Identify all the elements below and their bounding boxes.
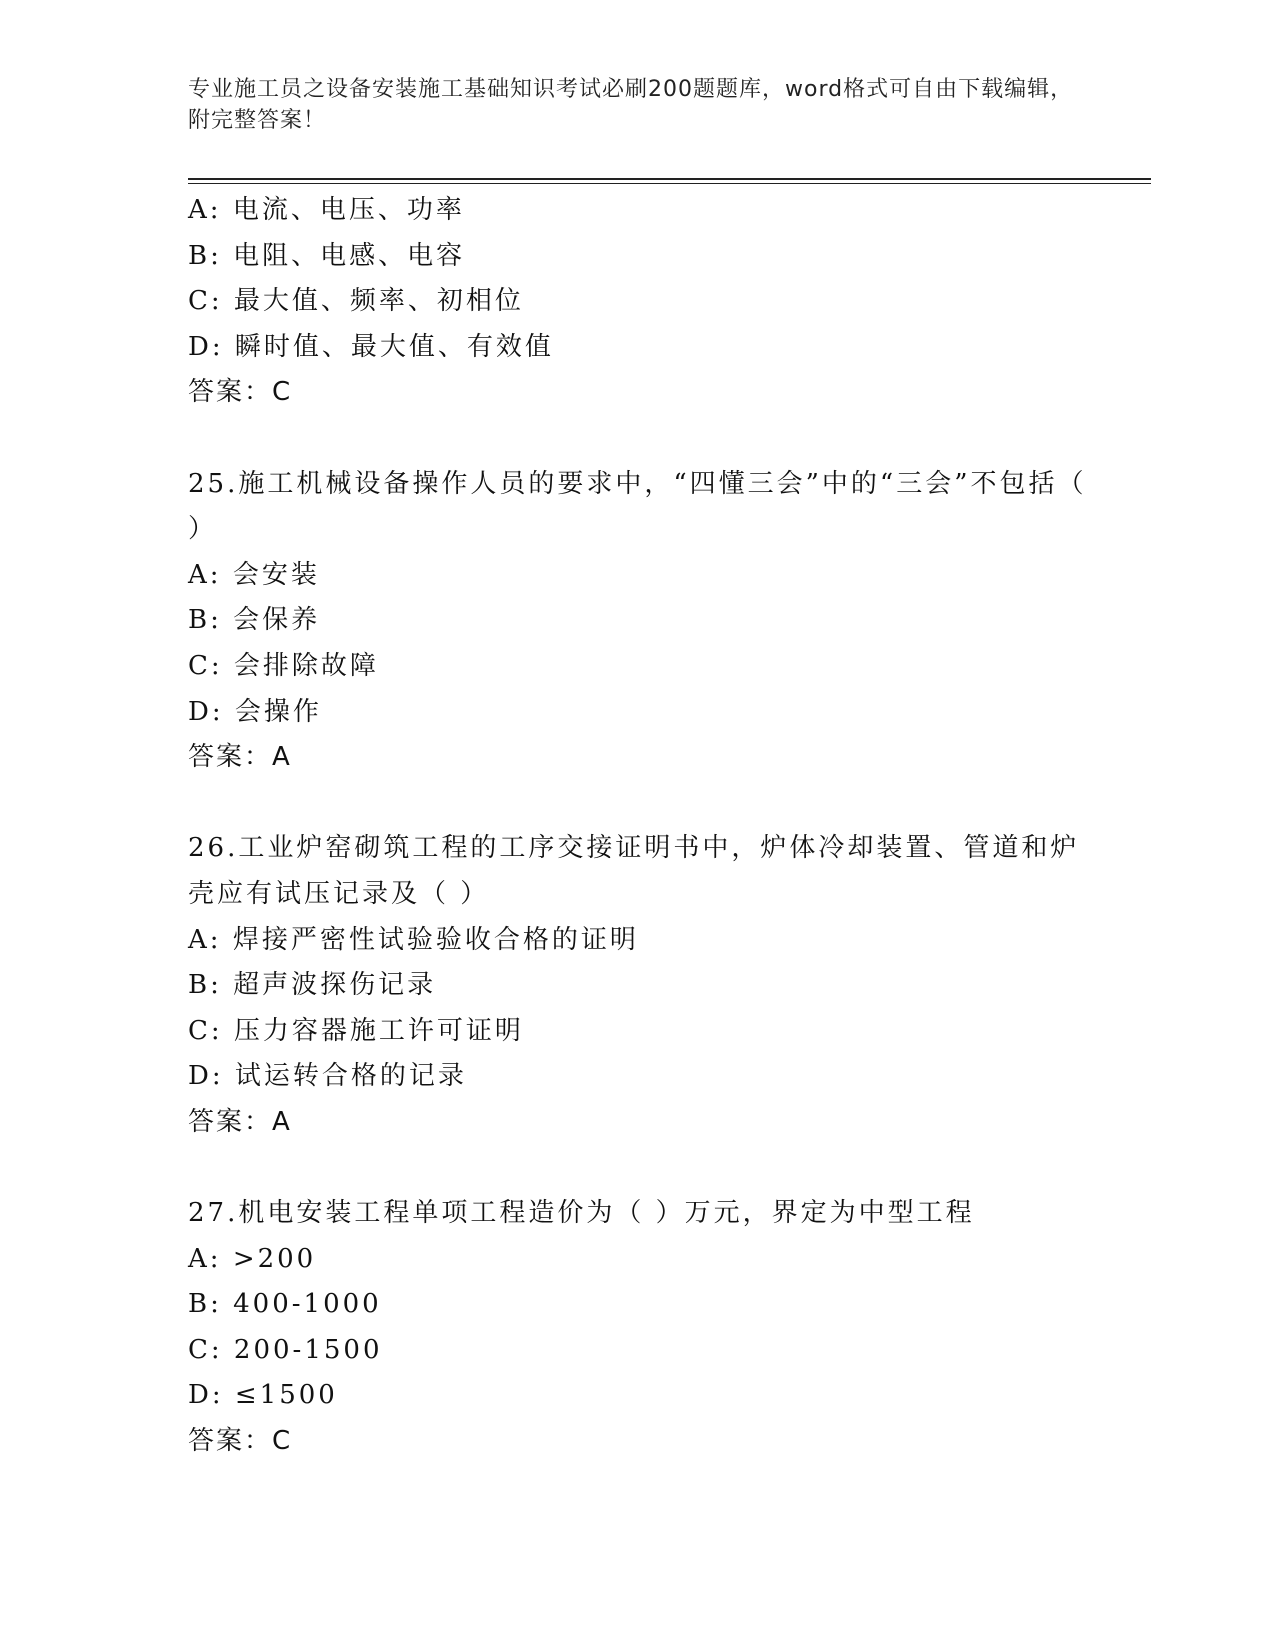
option-letter: B: — [188, 605, 222, 636]
option-d — [188, 325, 1088, 371]
spacer — [188, 781, 1088, 827]
option-a — [188, 1237, 1088, 1283]
option-a — [188, 188, 1088, 234]
option-letter: D: — [188, 696, 224, 727]
option-letter: C: — [188, 1334, 223, 1365]
option-letter: B: — [188, 240, 222, 271]
option-text: 电流、电压、功率 — [232, 195, 465, 225]
option-text: 最大值、频率、初相位 — [233, 286, 524, 317]
option-d — [188, 1054, 1088, 1100]
option-c — [188, 279, 1088, 325]
question-27 — [188, 1191, 1088, 1465]
option-c — [188, 1009, 1088, 1055]
option-letter: B: — [188, 970, 222, 1001]
answer-line: 答案：A — [188, 742, 292, 773]
question-25 — [188, 462, 1088, 781]
question-stem: 27.机电安装工程单项工程造价为（ ）万元，界定为中型工程 — [188, 1198, 975, 1229]
option-letter: A: — [188, 195, 222, 225]
option-text: >200 — [232, 1243, 317, 1274]
option-letter: B: — [188, 1289, 222, 1320]
option-letter: D: — [188, 1061, 224, 1092]
header-rule-thick — [188, 178, 1151, 180]
question-partial — [188, 188, 1088, 416]
option-text: 会操作 — [234, 696, 322, 727]
option-text: 超声波探伤记录 — [233, 970, 437, 1001]
option-b — [188, 1282, 1088, 1328]
option-b — [188, 598, 1088, 644]
option-b — [188, 234, 1088, 280]
question-26 — [188, 826, 1088, 1145]
option-text: ≤1500 — [234, 1380, 338, 1411]
header-rule-thin — [188, 183, 1151, 184]
option-letter: A: — [188, 559, 222, 590]
question-stem: 26.工业炉窑砌筑工程的工序交接证明书中，炉体冷却装置、管道和炉壳应有试压记录及（ ） — [188, 833, 1080, 909]
option-a — [188, 918, 1088, 964]
option-text: 会安装 — [232, 559, 320, 590]
option-letter: D: — [188, 1380, 224, 1411]
option-text: 会排除故障 — [233, 650, 379, 681]
answer-line: 答案：C — [188, 1426, 293, 1457]
option-text: 试运转合格的记录 — [234, 1061, 467, 1092]
option-b — [188, 963, 1088, 1009]
option-a — [188, 553, 1088, 599]
option-c — [188, 1328, 1088, 1374]
option-letter: C: — [188, 1015, 223, 1046]
option-text: 会保养 — [233, 605, 321, 636]
question-stem: 25.施工机械设备操作人员的要求中，“四懂三会”中的“三会”不包括（ ） — [188, 468, 1087, 545]
answer-line: 答案：C — [188, 377, 293, 408]
option-letter: C: — [188, 286, 223, 317]
option-text: 电阻、电感、电容 — [233, 240, 466, 271]
option-letter: C: — [188, 650, 223, 681]
option-letter: A: — [188, 1243, 222, 1274]
option-text: 瞬时值、最大值、有效值 — [234, 331, 554, 362]
option-text: 200-1500 — [233, 1334, 383, 1365]
option-d — [188, 690, 1088, 736]
option-letter: A: — [188, 924, 222, 955]
option-letter: D: — [188, 331, 224, 362]
answer-line: 答案：A — [188, 1106, 292, 1137]
option-text: 焊接严密性试验验收合格的证明 — [232, 924, 639, 955]
option-d — [188, 1373, 1088, 1419]
spacer — [188, 416, 1088, 462]
question-list — [188, 188, 1088, 1465]
document-header-title: 专业施工员之设备安装施工基础知识考试必刷200题题库，word格式可自由下载编辑，附完整答案！ — [188, 77, 1074, 133]
spacer — [188, 1145, 1088, 1191]
option-c — [188, 644, 1088, 690]
option-text: 压力容器施工许可证明 — [233, 1015, 524, 1046]
option-text: 400-1000 — [233, 1289, 382, 1320]
